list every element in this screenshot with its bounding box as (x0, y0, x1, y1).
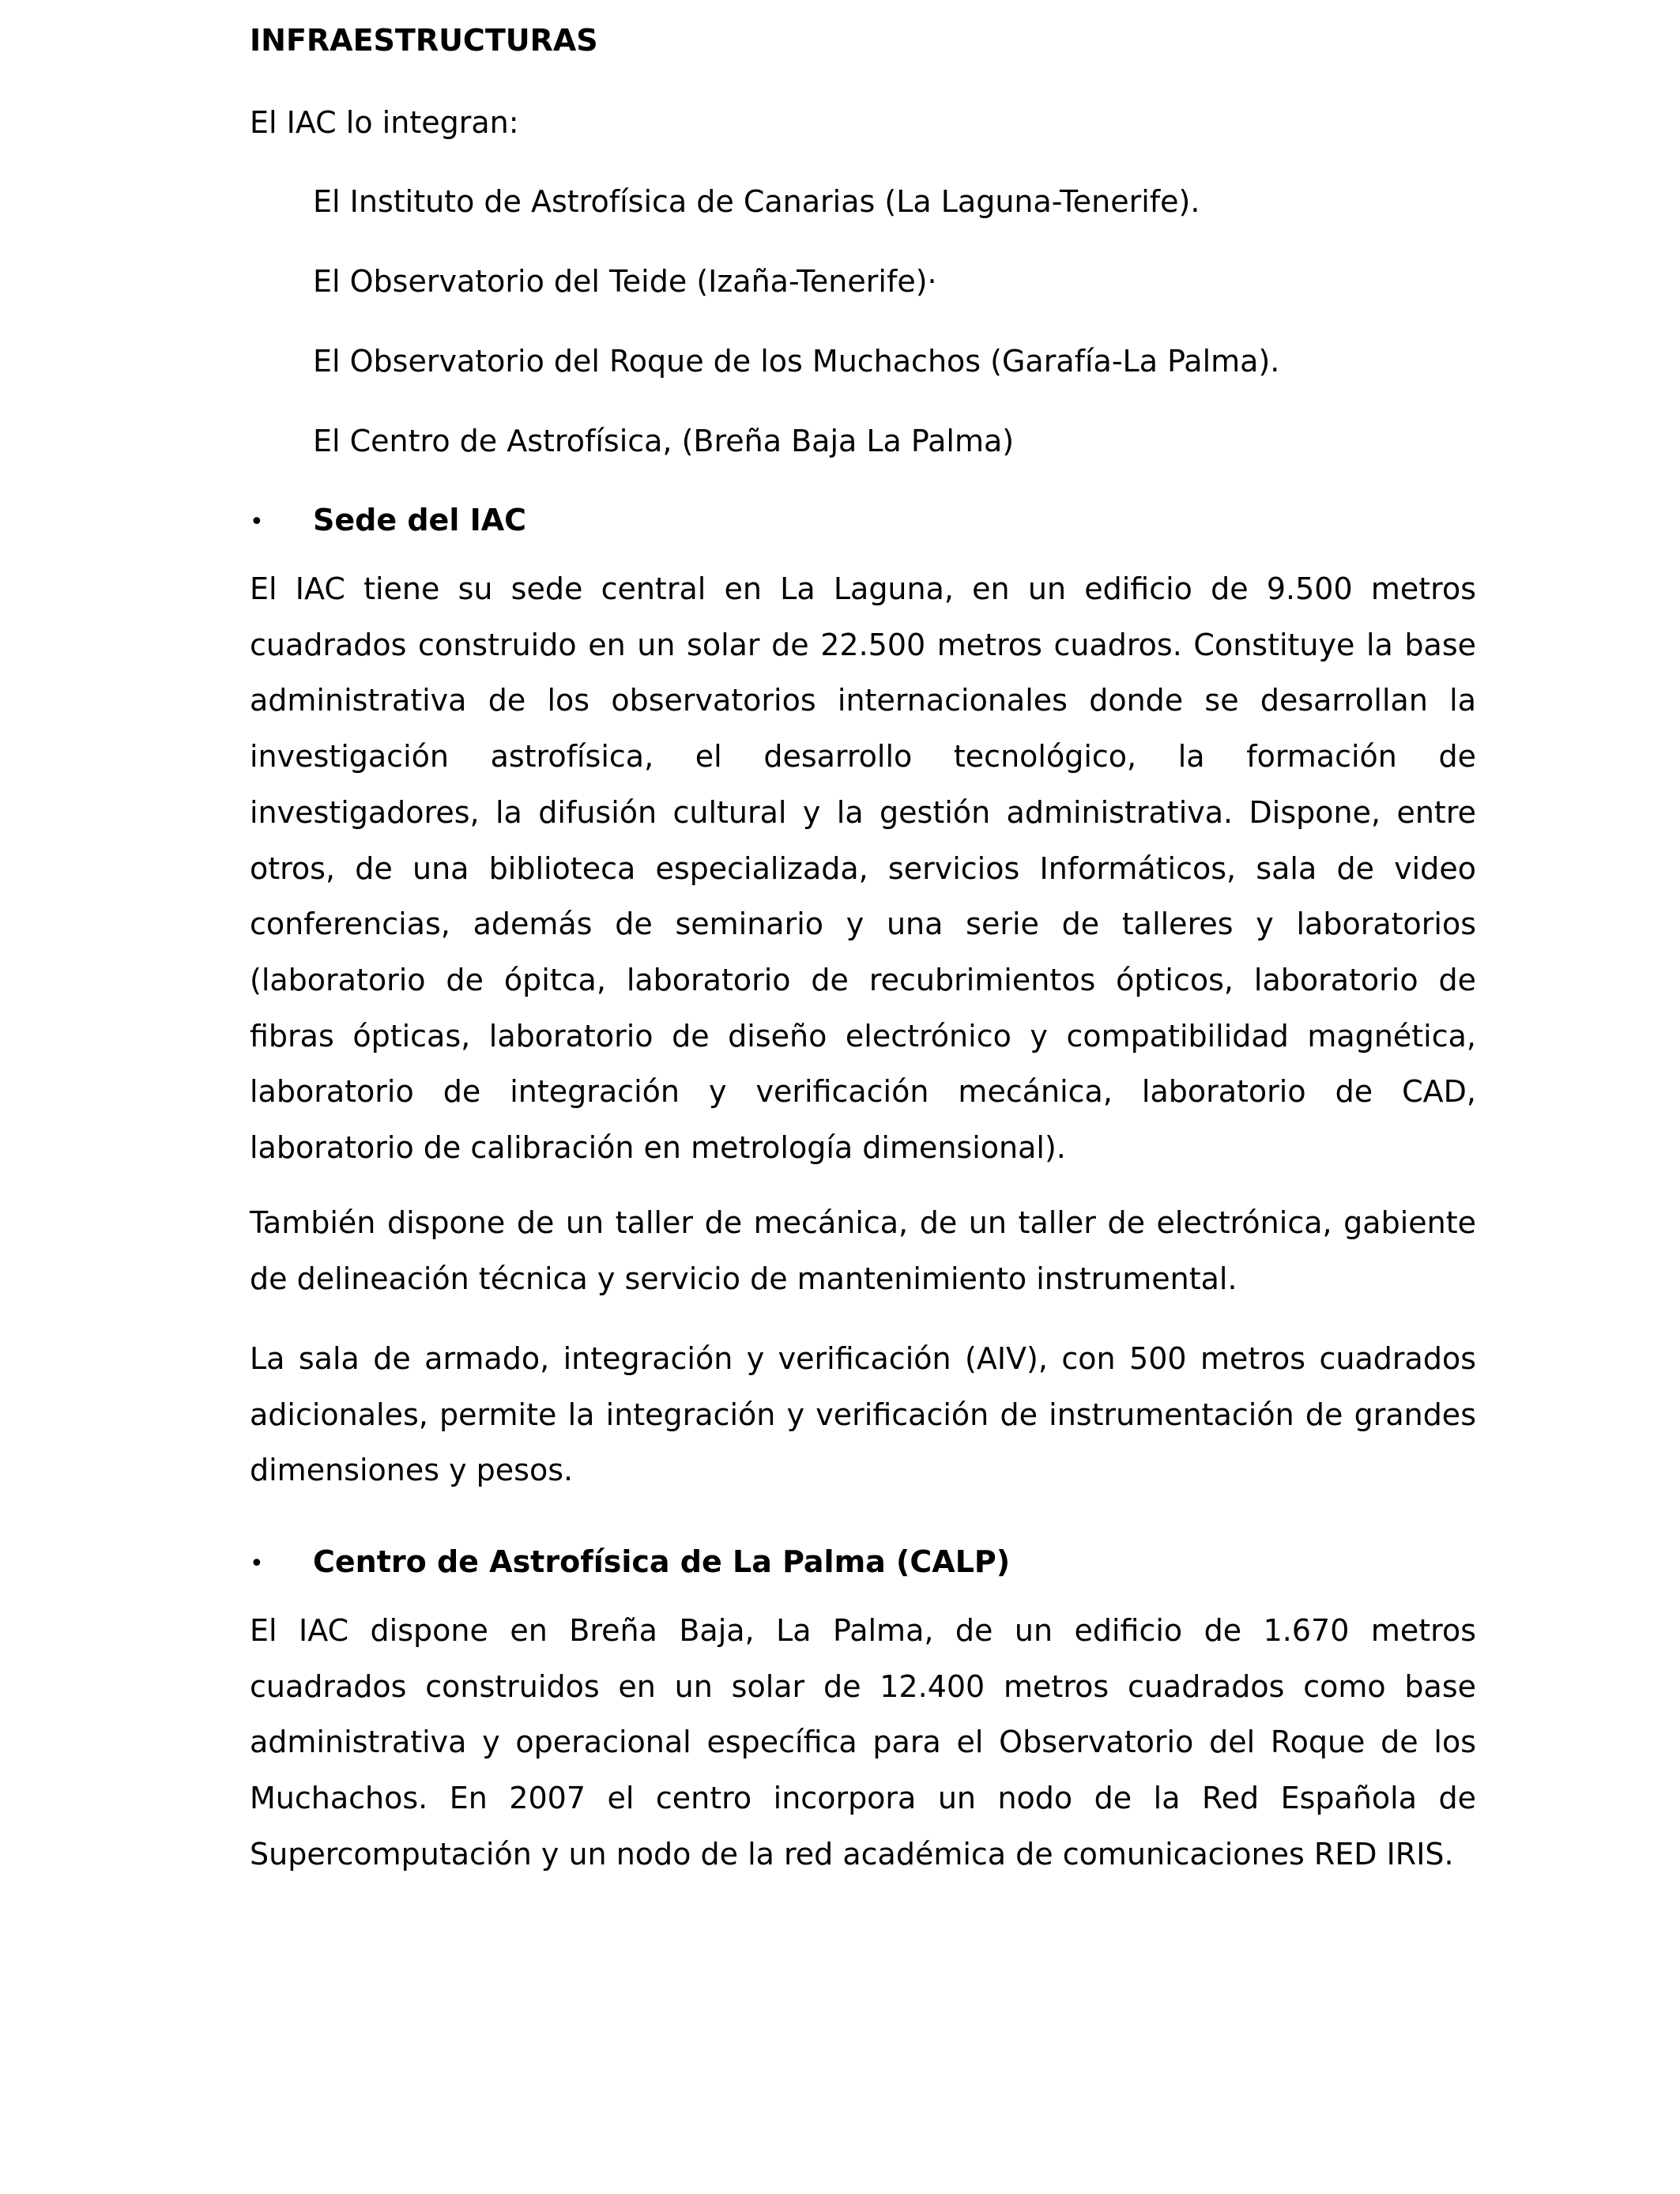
section-title-calp: Centro de Astrofísica de La Palma (CALP) (313, 1544, 1011, 1579)
section-calp-paragraph-1: El IAC dispone en Breña Baja, La Palma, de un edificio de 1.670 metros cuadrados construidos en un solar de 12.400 metros cuadrados como base administrativa y operacional específica para el Observatorio del Roque de los Muchachos. En 2007 el centro incorpora un nodo de la Red Española de Supercomputación y un nodo de la red académica de comunicaciones RED IRIS. (250, 1613, 1476, 1872)
member-item: El Centro de Astrofísica, (Breña Baja La Palma) (313, 424, 1015, 458)
section-sede-paragraph-2: También dispone de un taller de mecánica, de un taller de electrónica, gabiente de delineación técnica y servicio de mantenimiento instrumental. (250, 1205, 1476, 1296)
section-sede-paragraph-1: El IAC tiene su sede central en La Laguna, en un edificio de 9.500 metros cuadrados construido en un solar de 22.500 metros cuadros. Constituye la base administrativa de los observatorios internacionales donde se desarrollan la investigación astrofísica, el desarrollo tecnológico, la formación de investigadores, la difusión cultural y la gestión administrativa. Dispone, entre otros, de una biblioteca especializada, servicios Informáticos, sala de video conferencias, además de seminario y una serie de talleres y laboratorios (laboratorio de ópitca, laboratorio de recubrimientos ópticos, laboratorio de fibras ópticas, laboratorio de diseño electrónico y compatibilidad magnética, laboratorio de integración y verificación mecánica, laboratorio de CAD, laboratorio de calibración en metrología dimensional). (250, 571, 1476, 1166)
member-item: El Observatorio del Teide (Izaña-Tenerife)· (313, 264, 937, 299)
document-heading: INFRAESTRUCTURAS (250, 23, 598, 58)
bullet-icon: • (250, 508, 264, 536)
member-item: El Observatorio del Roque de los Muchachos (Garafía-La Palma). (313, 344, 1280, 379)
bullet-icon: • (250, 1550, 264, 1578)
intro-text: El IAC lo integran: (250, 105, 519, 140)
section-title-sede: Sede del IAC (313, 503, 527, 537)
section-sede-paragraph-3: La sala de armado, integración y verificación (AIV), con 500 metros cuadrados adicionales, permite la integración y verificación de instrumentación de grandes dimensiones y pesos. (250, 1341, 1476, 1488)
member-item: El Instituto de Astrofísica de Canarias (La Laguna-Tenerife). (313, 184, 1200, 219)
